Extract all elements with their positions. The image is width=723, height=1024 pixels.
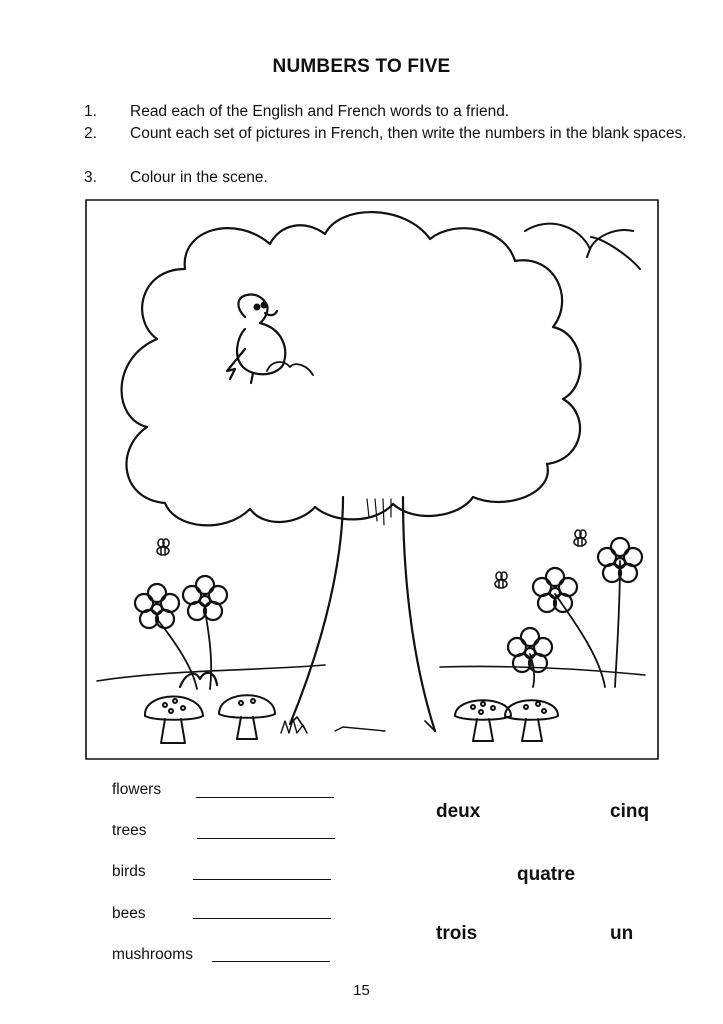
french-word-deux: deux — [436, 801, 481, 822]
blank-line-mushrooms[interactable] — [212, 961, 330, 962]
instruction-number: 3. — [84, 169, 97, 186]
colouring-scene — [85, 199, 659, 760]
instruction-number: 1. — [84, 103, 97, 120]
bird-drawing — [227, 294, 313, 383]
instruction-text: Count each set of pictures in French, then write the numbers in the blank spaces. — [130, 125, 687, 142]
blank-line-birds[interactable] — [193, 879, 331, 880]
french-word-trois: trois — [436, 923, 478, 944]
tree-crown — [122, 212, 581, 525]
flower-group-right — [508, 538, 642, 687]
flying-bird-drawing — [525, 224, 633, 257]
scene-frame — [86, 200, 658, 759]
ground-line — [97, 665, 645, 681]
mushroom-drawings — [145, 695, 558, 743]
word-flowers: flowers — [112, 781, 162, 798]
bee-drawings — [157, 530, 586, 588]
page-title: NUMBERS TO FIVE — [272, 56, 451, 77]
blank-line-bees[interactable] — [193, 918, 331, 919]
instruction-text: Read each of the English and French words to a friend. — [130, 103, 510, 120]
word-mushrooms: mushrooms — [112, 946, 193, 963]
instruction-number: 2. — [84, 125, 97, 142]
french-word-quatre: quatre — [517, 864, 576, 885]
french-word-un: un — [610, 923, 634, 944]
word-birds: birds — [112, 863, 146, 880]
word-trees: trees — [112, 822, 147, 839]
instruction-text: Colour in the scene. — [130, 169, 268, 186]
french-word-cinq: cinq — [610, 801, 650, 822]
word-bees: bees — [112, 905, 146, 922]
grass-tufts — [281, 719, 385, 733]
tree-trunk — [290, 497, 435, 731]
blank-line-flowers[interactable] — [196, 797, 334, 798]
page-number: 15 — [353, 982, 370, 999]
blank-line-trees[interactable] — [197, 838, 335, 839]
